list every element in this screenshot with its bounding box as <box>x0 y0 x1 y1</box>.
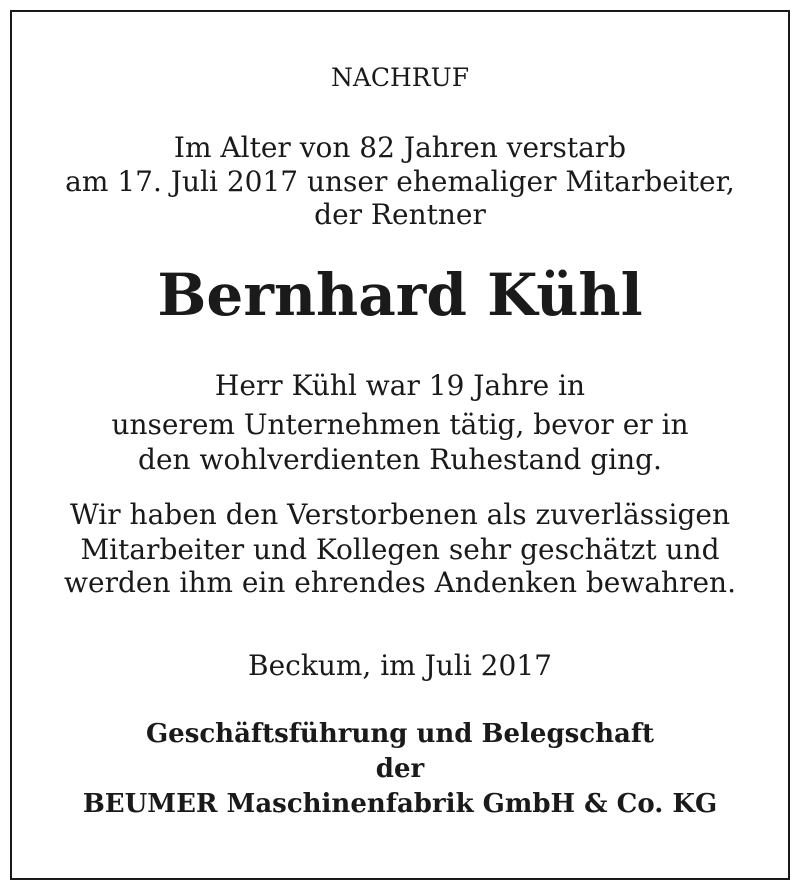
paragraph1-line-2: unserem Unternehmen tätig, bevor er in <box>111 408 689 441</box>
signature-line-3: BEUMER Maschinenfabrik GmbH & Co. KG <box>82 789 718 819</box>
notice-heading: NACHRUF <box>330 63 470 92</box>
deceased-name: Bernhard Kühl <box>157 261 643 329</box>
paragraph2-line-2: Mitarbeiter und Kollegen sehr geschätzt und <box>80 533 720 566</box>
place-date: Beckum, im Juli 2017 <box>248 649 552 682</box>
intro-line-2: am 17. Juli 2017 unser ehemaliger Mitarbeiter, <box>65 165 735 198</box>
signature-line-1: Geschäftsführung und Belegschaft <box>145 719 655 749</box>
paragraph2-line-3: werden ihm ein ehrendes Andenken bewahren. <box>64 566 736 599</box>
intro-line-1: Im Alter von 82 Jahren verstarb <box>173 131 627 164</box>
paragraph1-line-1: Herr Kühl war 19 Jahre in <box>214 369 586 402</box>
intro-line-3: der Rentner <box>314 198 486 231</box>
paragraph2-line-1: Wir haben den Verstorbenen als zuverlässigen <box>70 498 730 531</box>
signature-line-2: der <box>375 754 425 784</box>
paragraph1-line-3: den wohlverdienten Ruhestand ging. <box>138 443 662 476</box>
